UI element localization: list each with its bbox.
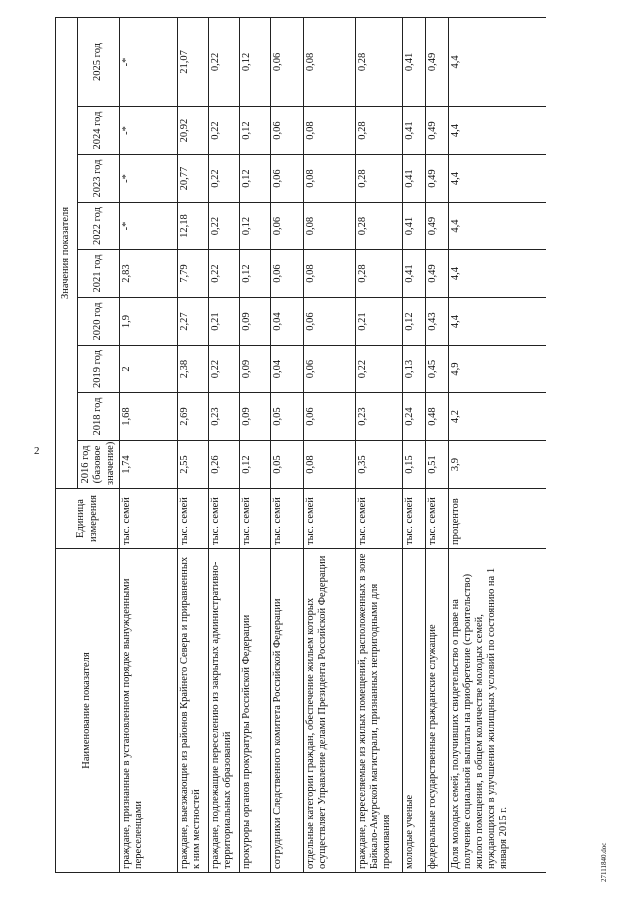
indicator-value: 0,15 [403, 441, 426, 489]
indicator-value: 0,05 [271, 393, 304, 441]
table-row [271, 17, 304, 872]
table-row [356, 17, 403, 872]
footer-doc-code: 27111840.doc [600, 842, 608, 882]
indicator-name: федеральные государственные гражданские служащие [426, 549, 449, 873]
indicator-name: граждане, признанные в установленном порядке вынужденными переселенцами [120, 549, 178, 873]
indicator-value: 4,4 [449, 203, 546, 250]
header-unit: Единица измерения [56, 489, 120, 549]
indicator-unit: процентов [449, 489, 546, 549]
indicator-unit: тыс. семей [178, 489, 209, 549]
indicator-value: 2,27 [178, 298, 209, 346]
indicator-value: 0,04 [271, 298, 304, 346]
indicator-value: 0,41 [403, 155, 426, 203]
indicator-value: 4,4 [449, 298, 546, 346]
indicator-value: 2,38 [178, 346, 209, 393]
indicator-name: Доля молодых семей, получивших свидетельство о праве на получение социальной выплаты на приобретение (строительство) жилого помещения, в общем количестве молодых семей, нуждающихся в улучшении жилищных условий по состоянию на 1 января 2015 г. [449, 549, 546, 873]
indicator-value: 0,22 [209, 155, 240, 203]
indicator-value: 0,09 [240, 346, 271, 393]
indicator-value: 1,74 [120, 441, 178, 489]
table-row [403, 17, 426, 872]
indicator-name: граждане, подлежащие переселению из закрытых административно-территориальных образований [209, 549, 240, 873]
indicator-value: 20,92 [178, 107, 209, 155]
indicator-value: 0,49 [426, 203, 449, 250]
header-row-1 [56, 17, 78, 872]
indicator-value: 0,51 [426, 441, 449, 489]
header-year: 2025 год [78, 17, 120, 106]
indicator-value: 0,28 [356, 203, 403, 250]
indicator-value: 1,9 [120, 298, 178, 346]
indicator-value: 0,12 [240, 441, 271, 489]
table-row [426, 17, 449, 872]
indicator-value: 0,08 [304, 17, 356, 106]
indicator-value: 0,28 [356, 155, 403, 203]
indicator-value: 0,06 [271, 17, 304, 106]
indicator-value: 12,18 [178, 203, 209, 250]
indicator-value: 0,23 [356, 393, 403, 441]
indicator-value: 0,48 [426, 393, 449, 441]
indicator-value: 0,06 [304, 393, 356, 441]
indicator-value: -* [120, 107, 178, 155]
indicator-value: 0,12 [240, 17, 271, 106]
indicator-value: 0,49 [426, 155, 449, 203]
indicator-unit: тыс. семей [271, 489, 304, 549]
table-body [120, 17, 546, 872]
indicator-value: 2 [120, 346, 178, 393]
indicator-name: отдельные категории граждан, обеспечение жильем которых осуществляет Управление делами Президента Российской Федерации [304, 549, 356, 873]
header-year: 2021 год [78, 250, 120, 298]
indicator-value: 0,08 [304, 107, 356, 155]
indicator-value: 1,68 [120, 393, 178, 441]
header-year: 2019 год [78, 346, 120, 393]
indicator-value: 0,28 [356, 17, 403, 106]
indicator-value: 0,06 [304, 346, 356, 393]
indicator-value: 0,22 [356, 346, 403, 393]
indicator-value: -* [120, 203, 178, 250]
indicator-value: 0,21 [209, 298, 240, 346]
indicator-value: 0,12 [240, 250, 271, 298]
indicator-value: 0,06 [271, 203, 304, 250]
indicator-value: 0,49 [426, 17, 449, 106]
indicator-value: 0,22 [209, 107, 240, 155]
indicator-value: 0,06 [271, 107, 304, 155]
indicator-value: 0,13 [403, 346, 426, 393]
indicator-unit: тыс. семей [426, 489, 449, 549]
indicator-value: 0,28 [356, 107, 403, 155]
indicator-value: 4,4 [449, 17, 546, 106]
indicator-unit: тыс. семей [120, 489, 178, 549]
indicator-value: 0,43 [426, 298, 449, 346]
header-year: 2023 год [78, 155, 120, 203]
indicator-value: 0,28 [356, 250, 403, 298]
indicator-value: 0,08 [304, 250, 356, 298]
indicator-value: 0,09 [240, 298, 271, 346]
indicator-value: 0,12 [403, 298, 426, 346]
header-year: 2024 год [78, 107, 120, 155]
indicator-unit: тыс. семей [304, 489, 356, 549]
indicator-value: -* [120, 17, 178, 106]
indicator-value: 0,22 [209, 250, 240, 298]
indicator-unit: тыс. семей [403, 489, 426, 549]
indicators-table [55, 17, 546, 873]
indicator-value: 0,08 [304, 203, 356, 250]
indicator-value: 4,9 [449, 346, 546, 393]
indicator-value: 0,49 [426, 107, 449, 155]
table-row [120, 17, 178, 872]
page-number: 2 [34, 445, 40, 457]
header-year: 2018 год [78, 393, 120, 441]
indicator-name: сотрудники Следственного комитета Российской Федерации [271, 549, 304, 873]
indicator-value: -* [120, 155, 178, 203]
indicator-value: 0,21 [356, 298, 403, 346]
indicator-value: 0,12 [240, 155, 271, 203]
table-row [304, 17, 356, 872]
header-values-group: Значения показателя [56, 17, 78, 488]
indicator-unit: тыс. семей [209, 489, 240, 549]
indicator-value: 0,49 [426, 250, 449, 298]
indicator-value: 0,35 [356, 441, 403, 489]
header-year: 2016 год (базовое значение) [78, 441, 120, 489]
indicator-value: 0,22 [209, 17, 240, 106]
indicator-name: молодые ученые [403, 549, 426, 873]
indicator-value: 0,41 [403, 203, 426, 250]
indicator-value: 0,12 [240, 107, 271, 155]
indicator-value: 0,04 [271, 346, 304, 393]
rotated-page-content [55, 18, 625, 873]
indicator-unit: тыс. семей [356, 489, 403, 549]
indicator-value: 0,05 [271, 441, 304, 489]
header-year: 2020 год [78, 298, 120, 346]
header-name: Наименование показателя [56, 549, 120, 873]
indicator-value: 21,07 [178, 17, 209, 106]
table-row [209, 17, 240, 872]
indicator-value: 0,22 [209, 346, 240, 393]
indicator-name: прокуроры органов прокуратуры Российской Федерации [240, 549, 271, 873]
indicator-value: 0,09 [240, 393, 271, 441]
indicator-value: 3,9 [449, 441, 546, 489]
indicator-value: 20,77 [178, 155, 209, 203]
indicator-value: 2,83 [120, 250, 178, 298]
indicator-name: граждане, переселяемые из жилых помещений, расположенных в зоне Байкало-Амурской магистрали, признанных непригодными для проживания [356, 549, 403, 873]
indicator-value: 0,41 [403, 17, 426, 106]
indicator-unit: тыс. семей [240, 489, 271, 549]
header-year: 2022 год [78, 203, 120, 250]
indicator-value: 2,55 [178, 441, 209, 489]
indicator-value: 0,06 [271, 250, 304, 298]
indicator-value: 0,41 [403, 250, 426, 298]
indicator-value: 4,4 [449, 250, 546, 298]
indicator-value: 4,4 [449, 155, 546, 203]
indicator-value: 0,12 [240, 203, 271, 250]
indicator-value: 7,79 [178, 250, 209, 298]
indicator-value: 0,22 [209, 203, 240, 250]
table-row [240, 17, 271, 872]
indicator-value: 0,24 [403, 393, 426, 441]
indicator-value: 0,06 [304, 298, 356, 346]
indicator-value: 0,41 [403, 107, 426, 155]
indicator-value: 2,69 [178, 393, 209, 441]
indicator-value: 0,08 [304, 441, 356, 489]
table-row [449, 17, 546, 872]
indicator-value: 0,26 [209, 441, 240, 489]
indicator-value: 0,06 [271, 155, 304, 203]
indicator-value: 4,2 [449, 393, 546, 441]
table-row [178, 17, 209, 872]
indicator-value: 4,4 [449, 107, 546, 155]
indicator-value: 0,23 [209, 393, 240, 441]
indicator-value: 0,08 [304, 155, 356, 203]
indicator-name: граждане, выезжающие из районов Крайнего Севера и приравненных к ним местностей [178, 549, 209, 873]
indicator-value: 0,45 [426, 346, 449, 393]
